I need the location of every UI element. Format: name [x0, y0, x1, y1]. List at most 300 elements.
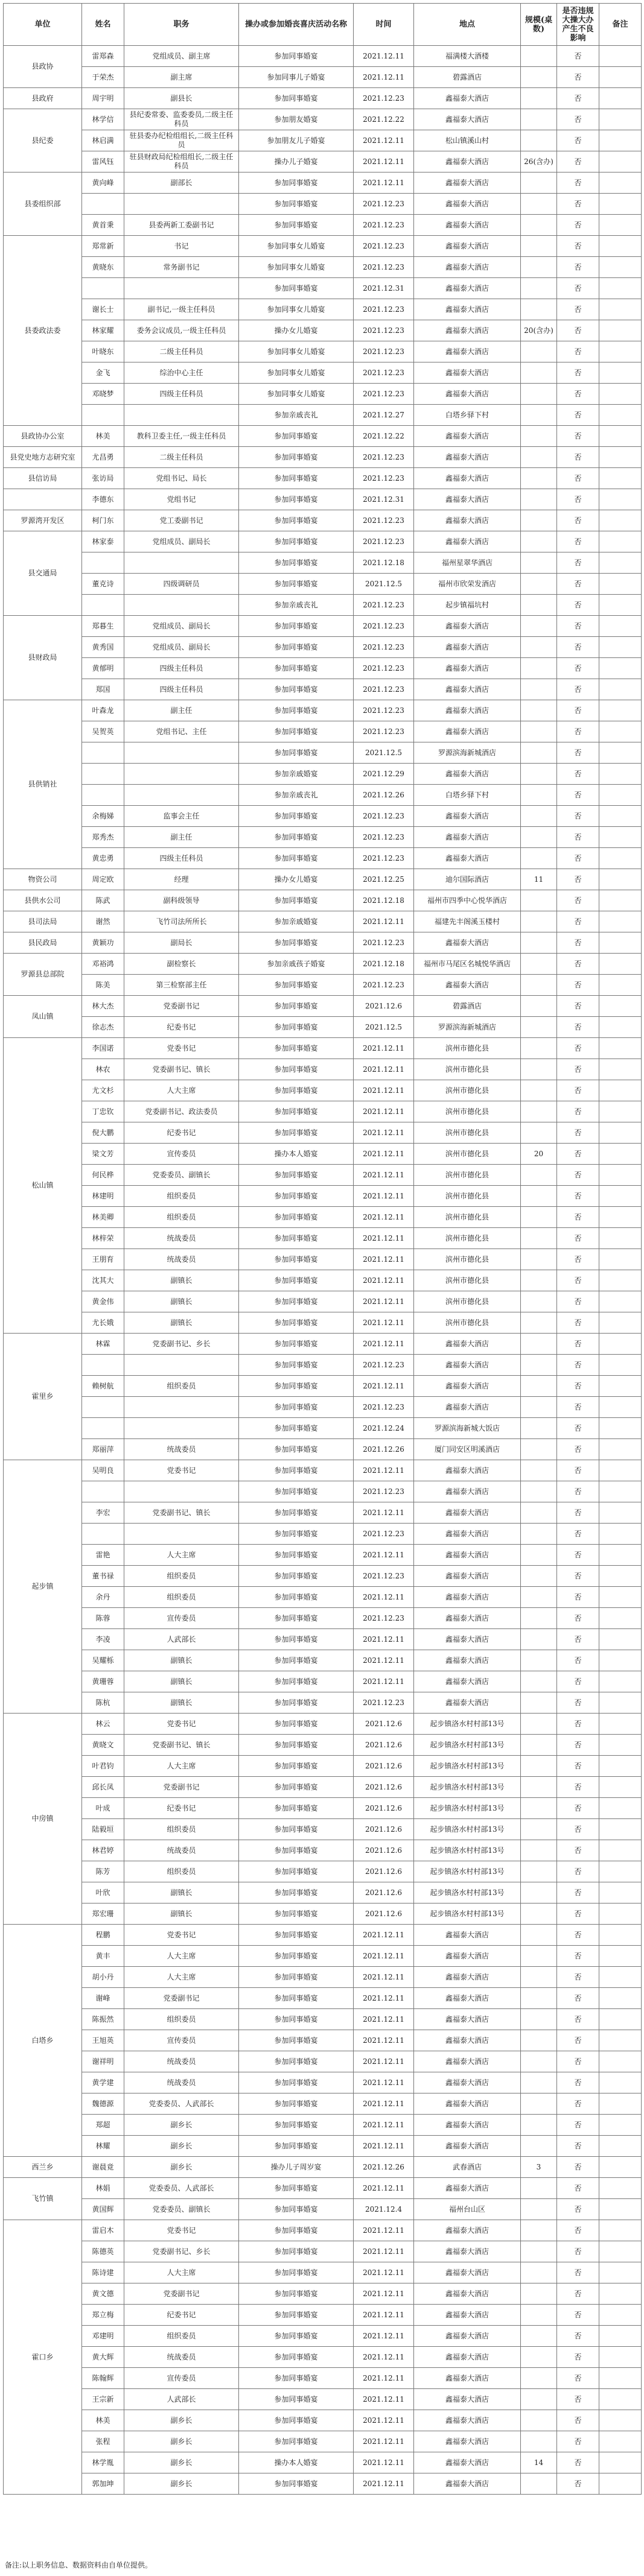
cell-remark	[599, 2072, 642, 2093]
table-row	[4, 1228, 642, 1249]
cell-violation: 否	[557, 637, 599, 658]
cell-violation: 否	[557, 1587, 599, 1608]
cell-location: 鑫福泰大酒店	[414, 299, 521, 320]
cell-activity: 参加同事婚宴	[239, 1291, 354, 1312]
cell-scale	[521, 1840, 557, 1861]
cell-activity: 参加同事婚宴	[239, 2431, 354, 2452]
cell-name: 李凌	[82, 1629, 124, 1650]
cell-name: 叶君钧	[82, 1756, 124, 1777]
cell-name	[82, 552, 124, 574]
cell-time: 2021.12.11	[354, 67, 414, 88]
cell-location: 滨州市德化县	[414, 1228, 521, 1249]
cell-violation: 否	[557, 2262, 599, 2283]
cell-location: 起步镇洛水村村部13号	[414, 1819, 521, 1840]
cell-violation: 否	[557, 1925, 599, 1946]
cell-violation: 否	[557, 405, 599, 426]
cell-time: 2021.12.23	[354, 975, 414, 996]
cell-location: 鑫福泰大酒店	[414, 2452, 521, 2473]
cell-position: 党委副书记	[124, 2283, 239, 2305]
cell-time: 2021.12.23	[354, 1397, 414, 1418]
table-row	[4, 1650, 642, 1671]
cell-time: 2021.12.11	[354, 2115, 414, 2136]
cell-activity: 参加同事婚宴	[239, 2220, 354, 2241]
table-row	[4, 88, 642, 109]
cell-violation: 否	[557, 1270, 599, 1291]
cell-activity: 参加同事女儿婚宴	[239, 299, 354, 320]
cell-time: 2021.12.5	[354, 574, 414, 595]
cell-violation: 否	[557, 1629, 599, 1650]
cell-position: 党委委员、人武部长	[124, 2178, 239, 2199]
cell-location: 鑫福泰大酒店	[414, 932, 521, 954]
cell-time: 2021.12.11	[354, 1629, 414, 1650]
cell-location: 鑫福泰大酒店	[414, 2326, 521, 2347]
cell-scale	[521, 1545, 557, 1566]
cell-time: 2021.12.11	[354, 2093, 414, 2115]
cell-scale	[521, 1524, 557, 1545]
cell-position: 党工委副书记	[124, 510, 239, 531]
cell-time: 2021.12.23	[354, 384, 414, 405]
cell-activity: 参加同事婚宴	[239, 616, 354, 637]
cell-violation: 否	[557, 552, 599, 574]
cell-violation: 否	[557, 1735, 599, 1756]
cell-time: 2021.12.11	[354, 1988, 414, 2009]
header-row	[4, 4, 642, 46]
cell-violation: 否	[557, 1502, 599, 1524]
cell-remark	[599, 2368, 642, 2389]
cell-scale	[521, 595, 557, 616]
cell-remark	[599, 1228, 642, 1249]
cell-unit: 县民政局	[4, 932, 82, 954]
cell-location: 鑫福泰大酒店	[414, 1545, 521, 1566]
cell-location: 鑫福泰大酒店	[414, 1334, 521, 1355]
cell-remark	[599, 595, 642, 616]
cell-position: 教科卫委主任,一级主任科员	[124, 426, 239, 447]
cell-activity: 参加同事婚宴	[239, 1038, 354, 1059]
cell-violation: 否	[557, 1714, 599, 1735]
cell-time: 2021.12.11	[354, 130, 414, 151]
cell-violation: 否	[557, 2283, 599, 2305]
table-row	[4, 2157, 642, 2178]
cell-activity: 参加同事婚宴	[239, 1988, 354, 2009]
cell-time: 2021.12.11	[354, 1946, 414, 1967]
cell-violation: 否	[557, 1608, 599, 1629]
cell-location: 鑫福泰大酒店	[414, 172, 521, 194]
cell-name: 李德东	[82, 489, 124, 510]
cell-name: 林云	[82, 1714, 124, 1735]
cell-remark	[599, 1101, 642, 1122]
cell-name: 董书禄	[82, 1566, 124, 1587]
cell-position: 纪委书记	[124, 1798, 239, 1819]
cell-time: 2021.12.11	[354, 2136, 414, 2157]
cell-violation: 否	[557, 1439, 599, 1460]
cell-time: 2021.12.22	[354, 426, 414, 447]
cell-time: 2021.12.11	[354, 172, 414, 194]
cell-remark	[599, 2093, 642, 2115]
cell-activity: 参加同事女儿婚宴	[239, 257, 354, 278]
cell-position: 人武部长	[124, 2389, 239, 2410]
cell-location: 鑫福泰大酒店	[414, 2262, 521, 2283]
cell-remark	[599, 2473, 642, 2495]
cell-location: 鑫福泰大酒店	[414, 257, 521, 278]
cell-position: 驻县委办纪检组组长,二级主任科员	[124, 130, 239, 151]
cell-remark	[599, 1819, 642, 1840]
cell-location: 罗源滨海新城酒店	[414, 1017, 521, 1038]
cell-location: 鑫福泰大酒店	[414, 1608, 521, 1629]
cell-position: 组织委员	[124, 2326, 239, 2347]
table-row	[4, 552, 642, 574]
cell-remark	[599, 1334, 642, 1355]
cell-activity: 参加同事婚宴	[239, 1798, 354, 1819]
cell-remark	[599, 2241, 642, 2262]
cell-position: 党委书记	[124, 1038, 239, 1059]
cell-time: 2021.12.6	[354, 1882, 414, 1904]
cell-activity: 参加同事婚宴	[239, 1735, 354, 1756]
cell-activity: 参加同事婚宴	[239, 2093, 354, 2115]
cell-violation: 否	[557, 88, 599, 109]
cell-activity: 参加同事婚宴	[239, 1186, 354, 1207]
cell-scale	[521, 679, 557, 700]
cell-name: 沈其大	[82, 1270, 124, 1291]
cell-location: 鑫福泰大酒店	[414, 2178, 521, 2199]
cell-remark	[599, 1946, 642, 1967]
cell-activity: 参加同事婚宴	[239, 1228, 354, 1249]
cell-remark	[599, 552, 642, 574]
cell-name: 郑丽萍	[82, 1439, 124, 1460]
cell-position	[124, 1355, 239, 1376]
cell-position: 统战委员	[124, 1439, 239, 1460]
table-row	[4, 2115, 642, 2136]
cell-position	[124, 278, 239, 299]
cell-location: 鑫福泰大酒店	[414, 2389, 521, 2410]
cell-remark	[599, 1882, 642, 1904]
cell-activity: 参加同事婚宴	[239, 932, 354, 954]
cell-remark	[599, 489, 642, 510]
cell-violation: 否	[557, 2136, 599, 2157]
cell-time: 2021.12.11	[354, 1650, 414, 1671]
cell-activity: 参加同事儿子婚宴	[239, 67, 354, 88]
cell-activity: 参加同事婚宴	[239, 489, 354, 510]
cell-name: 陈杭	[82, 1692, 124, 1714]
cell-position: 统战委员	[124, 2072, 239, 2093]
cell-name: 魏德源	[82, 2093, 124, 2115]
cell-location: 福州市马尾区名城悦华酒店	[414, 954, 521, 975]
cell-scale	[521, 1439, 557, 1460]
cell-remark	[599, 426, 642, 447]
cell-time: 2021.12.23	[354, 658, 414, 679]
cell-location: 鑫福泰大酒店	[414, 1967, 521, 1988]
cell-violation: 否	[557, 1946, 599, 1967]
cell-unit: 县财政局	[4, 616, 82, 700]
cell-position: 常务副书记	[124, 257, 239, 278]
cell-position: 副乡长	[124, 2473, 239, 2495]
cell-remark	[599, 616, 642, 637]
cell-time: 2021.12.6	[354, 1798, 414, 1819]
table-row	[4, 194, 642, 215]
cell-remark	[599, 447, 642, 468]
cell-violation: 否	[557, 1798, 599, 1819]
cell-name	[82, 1524, 124, 1545]
cell-remark	[599, 1397, 642, 1418]
cell-activity: 参加同事婚宴	[239, 2262, 354, 2283]
cell-position: 副县长	[124, 88, 239, 109]
cell-scale	[521, 806, 557, 827]
cell-time: 2021.12.11	[354, 911, 414, 932]
cell-position: 党组成员、副局长	[124, 637, 239, 658]
cell-time: 2021.12.23	[354, 721, 414, 742]
table-row	[4, 890, 642, 911]
cell-violation: 否	[557, 67, 599, 88]
cell-remark	[599, 700, 642, 721]
cell-remark	[599, 1270, 642, 1291]
cell-location: 武春酒店	[414, 2157, 521, 2178]
cell-activity: 参加同事婚宴	[239, 1334, 354, 1355]
table-row	[4, 2136, 642, 2157]
table-row	[4, 109, 642, 130]
cell-location: 鑫福泰大酒店	[414, 2241, 521, 2262]
cell-remark	[599, 2283, 642, 2305]
cell-scale	[521, 1291, 557, 1312]
cell-location: 福州市欣荣发酒店	[414, 574, 521, 595]
table-row	[4, 405, 642, 426]
cell-activity: 参加同事婚宴	[239, 1355, 354, 1376]
cell-scale	[521, 552, 557, 574]
cell-unit: 县委组织部	[4, 172, 82, 236]
cell-position: 人大主席	[124, 1946, 239, 1967]
cell-location: 罗源滨海新城酒店	[414, 742, 521, 764]
cell-scale	[521, 1334, 557, 1355]
cell-remark	[599, 1418, 642, 1439]
table-row	[4, 1144, 642, 1165]
cell-time: 2021.12.18	[354, 552, 414, 574]
cell-unit: 霍里乡	[4, 1334, 82, 1460]
cell-position	[124, 764, 239, 785]
cell-scale	[521, 1650, 557, 1671]
cell-name: 黄珊蓉	[82, 1671, 124, 1692]
cell-location: 鑫福泰大酒店	[414, 658, 521, 679]
cell-scale	[521, 510, 557, 531]
cell-name: 林君婷	[82, 1840, 124, 1861]
cell-position	[124, 1524, 239, 1545]
cell-time: 2021.12.11	[354, 2347, 414, 2368]
cell-remark	[599, 172, 642, 194]
cell-activity: 参加同事婚宴	[239, 1756, 354, 1777]
table-row	[4, 2030, 642, 2051]
cell-position: 纪委书记	[124, 2305, 239, 2326]
cell-remark	[599, 1777, 642, 1798]
table-row	[4, 257, 642, 278]
table-row	[4, 1207, 642, 1228]
cell-unit: 松山镇	[4, 1038, 82, 1334]
cell-position: 副乡长	[124, 2431, 239, 2452]
cell-location: 罗源滨海新城大饭店	[414, 1418, 521, 1439]
cell-scale	[521, 1228, 557, 1249]
cell-time: 2021.12.6	[354, 1840, 414, 1861]
cell-time: 2021.12.23	[354, 806, 414, 827]
records-table	[3, 3, 642, 2495]
cell-scale	[521, 2115, 557, 2136]
table-row	[4, 1904, 642, 1925]
cell-remark	[599, 1165, 642, 1186]
cell-activity: 参加亲戚婚宴	[239, 911, 354, 932]
cell-scale	[521, 1165, 557, 1186]
cell-position: 人大主席	[124, 1545, 239, 1566]
cell-scale	[521, 996, 557, 1017]
cell-time: 2021.12.11	[354, 1291, 414, 1312]
cell-position	[124, 1397, 239, 1418]
cell-time: 2021.12.24	[354, 1418, 414, 1439]
cell-remark	[599, 2051, 642, 2072]
table-row	[4, 996, 642, 1017]
cell-location: 鑫福泰大酒店	[414, 468, 521, 489]
cell-location: 鑫福泰大酒店	[414, 2051, 521, 2072]
cell-name: 梁文芳	[82, 1144, 124, 1165]
cell-name: 陈芳	[82, 1861, 124, 1882]
cell-violation: 否	[557, 130, 599, 151]
cell-violation: 否	[557, 1819, 599, 1840]
cell-remark	[599, 2262, 642, 2283]
cell-scale	[521, 1882, 557, 1904]
cell-violation: 否	[557, 1186, 599, 1207]
cell-position: 驻县财政局纪检组组长,二级主任科员	[124, 151, 239, 172]
cell-name: 叶森龙	[82, 700, 124, 721]
cell-scale: 20(含办)	[521, 320, 557, 341]
cell-position: 副镇长	[124, 1312, 239, 1334]
cell-time: 2021.12.11	[354, 1334, 414, 1355]
cell-name: 吴明良	[82, 1460, 124, 1481]
cell-scale	[521, 1038, 557, 1059]
cell-scale	[521, 1967, 557, 1988]
cell-unit: 县纪委	[4, 109, 82, 172]
cell-name: 林农	[82, 1059, 124, 1080]
table-row	[4, 2283, 642, 2305]
table-row	[4, 637, 642, 658]
cell-time: 2021.12.11	[354, 1671, 414, 1692]
cell-activity: 参加同事婚宴	[239, 975, 354, 996]
cell-remark	[599, 215, 642, 236]
cell-activity: 参加同事婚宴	[239, 1671, 354, 1692]
cell-location: 鑫福泰大酒店	[414, 721, 521, 742]
cell-name: 余丹	[82, 1587, 124, 1608]
cell-time: 2021.12.6	[354, 1819, 414, 1840]
cell-remark	[599, 658, 642, 679]
cell-violation: 否	[557, 679, 599, 700]
cell-scale: 26(含办)	[521, 151, 557, 172]
cell-location: 滨州市德化县	[414, 1101, 521, 1122]
table-row	[4, 616, 642, 637]
cell-violation: 否	[557, 1882, 599, 1904]
cell-name: 李国诺	[82, 1038, 124, 1059]
cell-violation: 否	[557, 869, 599, 890]
cell-remark	[599, 2115, 642, 2136]
cell-name: 陈翰辉	[82, 2368, 124, 2389]
cell-time: 2021.12.11	[354, 1144, 414, 1165]
table-row	[4, 1165, 642, 1186]
cell-name: 谢祥明	[82, 2051, 124, 2072]
cell-location: 起步镇洛水村村部13号	[414, 1735, 521, 1756]
cell-violation: 否	[557, 1059, 599, 1080]
table-row	[4, 1101, 642, 1122]
cell-remark	[599, 1017, 642, 1038]
cell-activity: 参加同事婚宴	[239, 2347, 354, 2368]
cell-time: 2021.12.23	[354, 637, 414, 658]
cell-name: 林大杰	[82, 996, 124, 1017]
cell-remark	[599, 2136, 642, 2157]
cell-activity: 参加同事婚宴	[239, 2051, 354, 2072]
cell-scale	[521, 2389, 557, 2410]
table-row	[4, 1714, 642, 1735]
cell-position: 监事会主任	[124, 806, 239, 827]
cell-location: 鑫福泰大酒店	[414, 1502, 521, 1524]
cell-position: 人大主席	[124, 1756, 239, 1777]
cell-name: 程鹏	[82, 1925, 124, 1946]
cell-position: 党委副书记、镇长	[124, 1502, 239, 1524]
cell-position: 组织委员	[124, 1587, 239, 1608]
cell-violation: 否	[557, 806, 599, 827]
cell-activity: 参加同事婚宴	[239, 1566, 354, 1587]
cell-location: 鑫福泰大酒店	[414, 88, 521, 109]
table-row	[4, 1735, 642, 1756]
cell-time: 2021.12.11	[354, 2368, 414, 2389]
cell-violation: 否	[557, 384, 599, 405]
cell-name: 邓裕鸿	[82, 954, 124, 975]
cell-activity: 参加同事婚宴	[239, 742, 354, 764]
cell-violation: 否	[557, 1165, 599, 1186]
cell-activity: 参加同事婚宴	[239, 2326, 354, 2347]
cell-remark	[599, 574, 642, 595]
table-row	[4, 320, 642, 341]
cell-violation: 否	[557, 1988, 599, 2009]
cell-activity: 参加同事婚宴	[239, 2199, 354, 2220]
cell-activity: 参加同事女儿婚宴	[239, 341, 354, 362]
table-row	[4, 932, 642, 954]
cell-remark	[599, 1798, 642, 1819]
cell-name: 王旭英	[82, 2030, 124, 2051]
cell-remark	[599, 2220, 642, 2241]
table-row	[4, 1249, 642, 1270]
cell-name	[82, 1418, 124, 1439]
cell-position: 县委两新工委副书记	[124, 215, 239, 236]
cell-remark	[599, 278, 642, 299]
cell-position: 副主任	[124, 827, 239, 848]
cell-remark	[599, 257, 642, 278]
cell-name: 邓晓梦	[82, 384, 124, 405]
cell-position: 副镇长	[124, 1882, 239, 1904]
cell-position: 党委副书记、乡长	[124, 2241, 239, 2262]
cell-activity: 参加同事婚宴	[239, 46, 354, 67]
cell-violation: 否	[557, 341, 599, 362]
cell-time: 2021.12.23	[354, 1355, 414, 1376]
cell-remark	[599, 2326, 642, 2347]
table-row	[4, 1186, 642, 1207]
cell-scale	[521, 341, 557, 362]
cell-activity: 参加同事婚宴	[239, 1397, 354, 1418]
cell-name: 吴耀栎	[82, 1650, 124, 1671]
cell-position: 统战委员	[124, 1249, 239, 1270]
table-row	[4, 1882, 642, 1904]
cell-time: 2021.12.4	[354, 2199, 414, 2220]
cell-remark	[599, 869, 642, 890]
cell-remark	[599, 2305, 642, 2326]
cell-time: 2021.12.25	[354, 869, 414, 890]
cell-name: 黄首秉	[82, 215, 124, 236]
cell-position: 副镇长	[124, 1270, 239, 1291]
table-row	[4, 1270, 642, 1291]
cell-scale	[521, 1904, 557, 1925]
cell-location: 鑫福泰大酒店	[414, 1460, 521, 1481]
cell-time: 2021.12.27	[354, 405, 414, 426]
cell-activity: 参加同事婚宴	[239, 2136, 354, 2157]
cell-position	[124, 405, 239, 426]
